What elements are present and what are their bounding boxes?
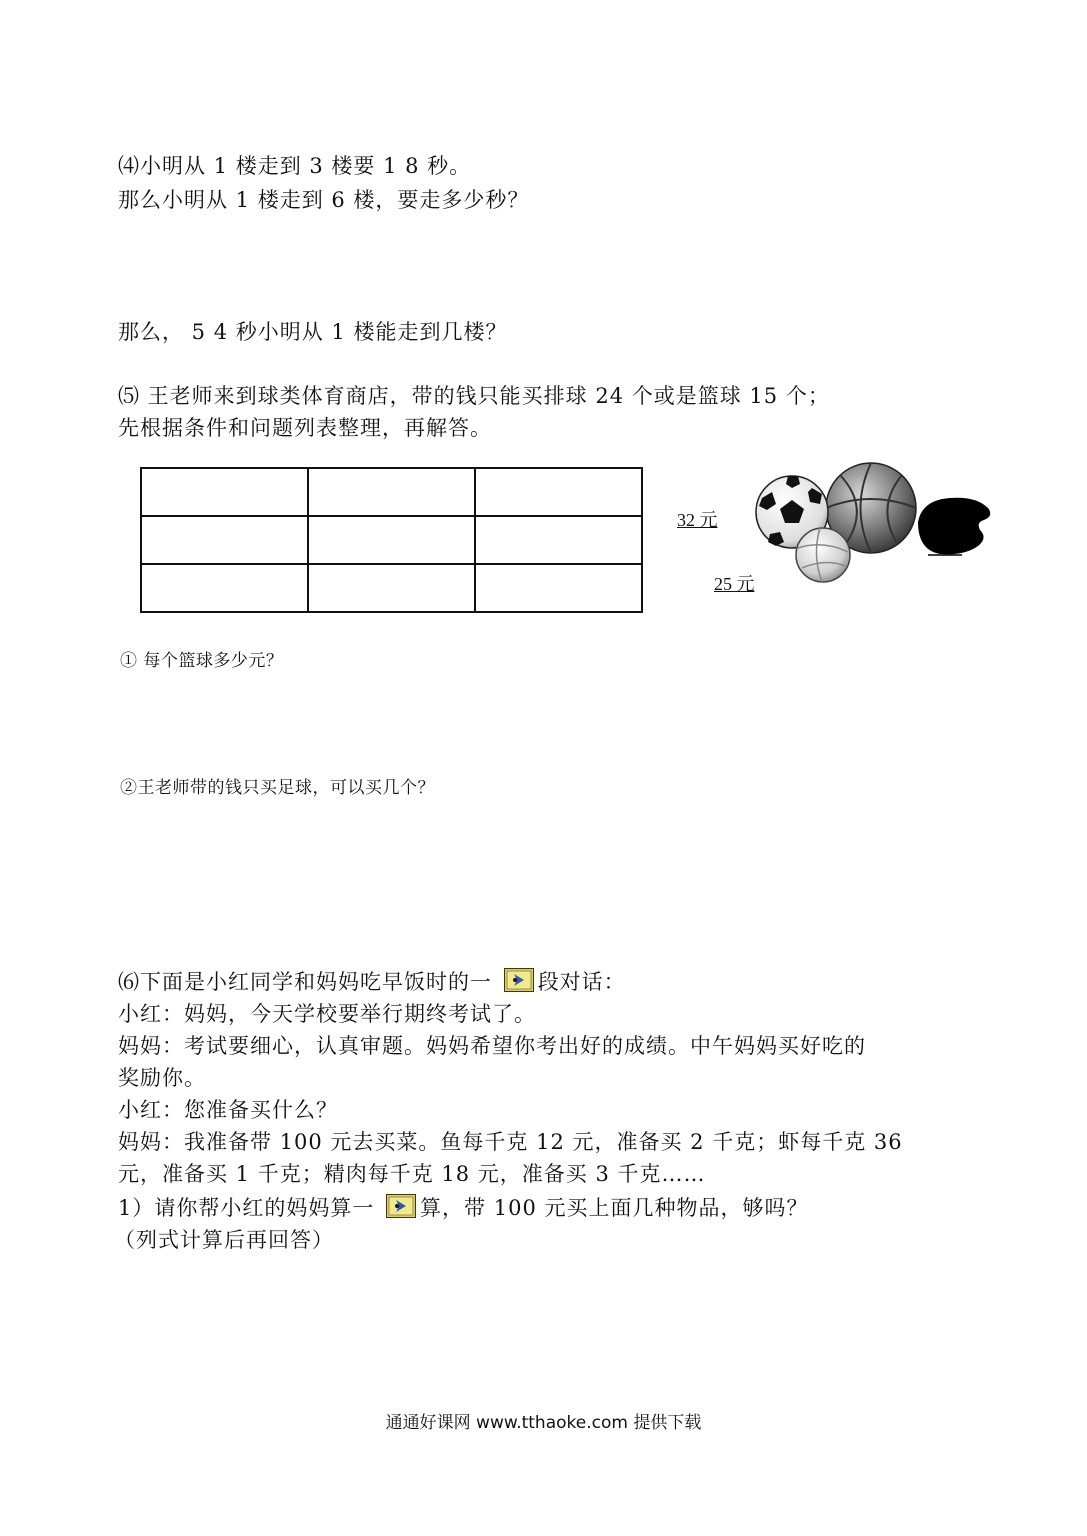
speaker-icon [504, 968, 534, 992]
table-row [141, 564, 642, 612]
table-cell [475, 564, 642, 612]
table-cell [308, 468, 475, 516]
volleyball-icon [796, 528, 850, 582]
q6-question-note: （列式计算后再回答） [114, 1228, 334, 1252]
table-row [141, 468, 642, 516]
q6-dialog-5: 妈妈：我准备带 100 元去买菜。鱼每千克 12 元，准备买 2 千克；虾每千克 36 [118, 1130, 903, 1154]
balls-illustration [750, 450, 1000, 590]
q6-dialog-1: 小红：妈妈，今天学校要举行期终考试了。 [118, 1002, 536, 1026]
speaker-icon [386, 1194, 416, 1218]
volleyball-price-label: 25 元 [714, 574, 755, 594]
table-cell [141, 564, 308, 612]
q6-dialog-6: 元，准备买 1 千克；精肉每千克 18 元，准备买 3 千克…… [118, 1162, 706, 1186]
table-cell [141, 516, 308, 564]
q6-question-text-a: 1）请你帮小红的妈妈算一 [118, 1196, 383, 1220]
q4-line3: 那么， 5 4 秒小明从 1 楼能走到几楼？ [118, 320, 508, 344]
organize-table [140, 467, 643, 613]
dark-object-icon [918, 498, 990, 555]
q6-intro [118, 966, 626, 998]
q6-intro-text-b: 段对话： [537, 970, 626, 994]
q6-question-1 [118, 1192, 808, 1224]
q6-intro-text-a: ⑹下面是小红同学和妈妈吃早饭时的一 [118, 970, 500, 994]
footer: 通通好课网 www.tthaoke.com 提供下载 [385, 1413, 702, 1433]
q6-dialog-3: 奖励你。 [118, 1066, 206, 1090]
football-price-label: 32 元 [677, 510, 718, 530]
table-cell [141, 468, 308, 516]
q6-dialog-4: 小红：您准备买什么？ [118, 1098, 338, 1122]
q6-dialog-2: 妈妈：考试要细心，认真审题。妈妈希望你考出好的成绩。中午妈妈买好吃的 [118, 1034, 866, 1058]
table-cell [308, 516, 475, 564]
table-cell [475, 468, 642, 516]
q5-sub2: ②王老师带的钱只买足球，可以买几个？ [120, 778, 435, 798]
q5-sub1: ① 每个篮球多少元？ [120, 651, 284, 671]
q5-line2: 先根据条件和问题列表整理，再解答。 [118, 416, 492, 440]
table-cell [308, 564, 475, 612]
table-cell [475, 516, 642, 564]
q5-line1: ⑸ 王老师来到球类体育商店，带的钱只能买排球 24 个或是篮球 15 个； [118, 384, 830, 408]
q4-line2: 那么小明从 1 楼走到 6 楼，要走多少秒？ [118, 188, 530, 212]
q4-line1: ⑷小明从 1 楼走到 3 楼要 1 8 秒。 [118, 154, 472, 178]
q6-question-text-b: 算，带 100 元买上面几种物品，够吗？ [420, 1196, 809, 1220]
table-row [141, 516, 642, 564]
